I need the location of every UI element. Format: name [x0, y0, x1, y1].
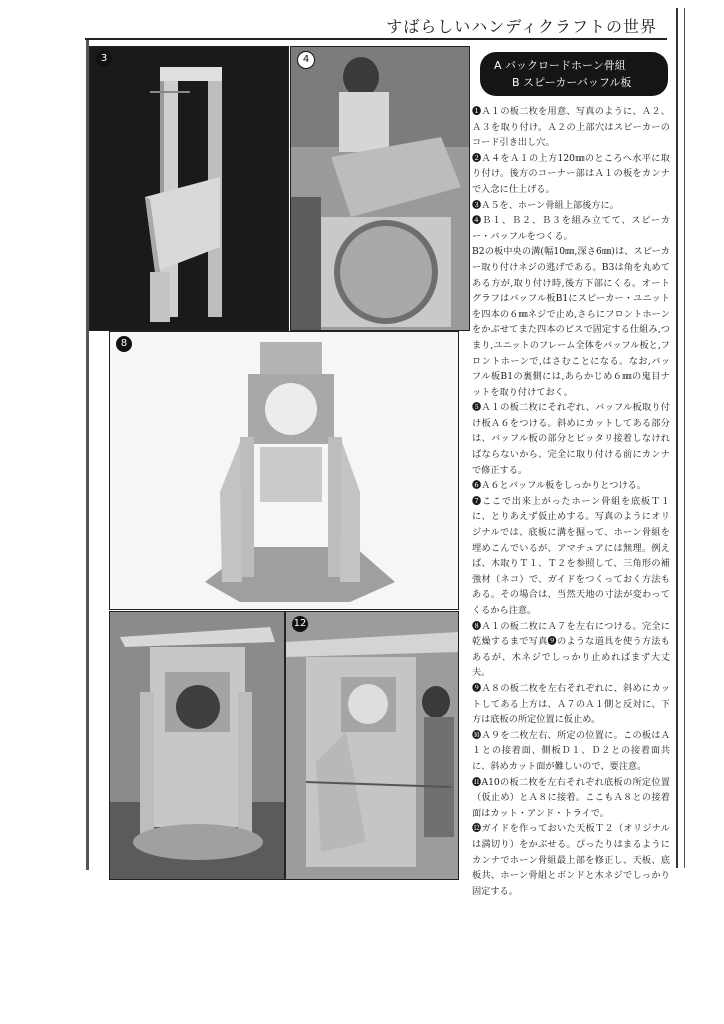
step-paragraph-10: ❿Ａ９を二枚左右、所定の位置に。この板はＡ１との接着面、側板Ｄ１、Ｄ２との接着面共に、斜めカット面が難しいので、要注意。: [472, 729, 670, 772]
step-paragraph-5: ❺Ａ１の板二枚にそれぞれ、バッフル板取り付け板Ａ６をつける。斜めにカットしてある部分は、バッフル板の部分とピッタリ接着しなければならないから、完全に取り付ける前にカンナで修正する。: [472, 402, 670, 476]
header-rule: [85, 38, 667, 40]
article-text-column: [472, 46, 670, 899]
step-paragraph-7: ❼ここで出来上がったホーン骨組を底板Ｔ１に、とりあえず仮止めする。写真のようにオリジナルでは、底板に溝を掘って、ホーン骨組を埋めこんでいるが、アマチュアには無理。例えば、木取りＴ１、Ｔ２を参照して、三角形の補強材（ネコ）で、ガイドをつくっておく方法もある。その場合は、当然天地の寸法が変わってくるから注意。: [472, 495, 670, 616]
photo-12-image: [286, 612, 458, 879]
photo-11-image: [110, 612, 284, 879]
magazine-page: [85, 8, 685, 897]
step-paragraph-12: ⓬ガイドを作っておいた天板Ｔ２（オリジナルは満切り）をかぶせる。ぴったりはまるようにカンナでホーン骨組最上部を修正し、天板、底板共、ホーン骨組とボンドと木ネジでしっかり固定する。: [472, 823, 670, 897]
photo-number-8: 8: [116, 336, 132, 352]
photo-number-4: 4: [297, 51, 315, 69]
step-paragraph-8: ❽Ａ１の板二枚にＡ７を左右につける。完全に乾燥するまで写真❾のような道具を使う方法もあるが、木ネジでしっかり止めればまず大丈夫。: [472, 620, 670, 679]
photo-8: [109, 331, 459, 610]
step-paragraph-6: ❻Ａ６とバッフル板をしっかりとつける。: [472, 480, 647, 492]
section-title-banner: [480, 52, 668, 96]
photo-4-image: [291, 47, 469, 330]
section-title-b: B スピーカーバッフル板: [512, 76, 632, 89]
step-paragraph-11: ⓫A10の板二枚を左右それぞれ底板の所定位置（仮止め）とＡ８に接着。ここもＡ８との接着面はカット・アンド・トライで。: [472, 776, 670, 819]
step-paragraph-1: ❶Ａ１の板二枚を用意、写真のように、Ａ２、Ａ３を取り付け。Ａ２の上部穴はスピーカーのコード引き出し穴。: [472, 106, 670, 149]
running-header: すばらしいハンディクラフトの世界: [386, 17, 657, 36]
photo-3-image: [90, 47, 288, 330]
photo-11: [109, 611, 285, 880]
step-paragraph-9: ❾Ａ８の板二枚を左右それぞれに、斜めにカットしてある上方は、Ａ７のＡ１側と反対に、下方は底板の所定位置に仮止め。: [472, 682, 670, 726]
photo-3: [89, 46, 289, 331]
photo-8-image: [110, 332, 458, 609]
photo-number-12: 12: [292, 616, 308, 632]
photo-12: [285, 611, 459, 880]
step-paragraph-3: ❸Ａ５を、ホーン骨組上部後方に。: [472, 199, 619, 211]
section-title-a: A バックロードホーン骨組: [494, 59, 626, 72]
page-edge-bar: [676, 8, 685, 868]
step-note-baffle: B2の板中央の溝(幅10㎜,深さ6㎜)は、スピーカー取り付けネジの逃げである。B3は角を丸めてある方が,取り付け時,後方下部にくる。オートグラフはバッフル板B1にスピーカー・ユニットを四本の６㎜ネジで止め,さらにフロントホーンをかぶせてまた四本のビスで固定する仕組み,つまり,ユニットのフレーム全体をバッフル板と,フロントホーンで,はさむことになる。なお,バッフル板B1の裏側には,あらかじめ６㎜の鬼目ナットを取り付けておく。: [472, 246, 670, 398]
step-paragraph-2: ❷Ａ４をＡ１の上方120㎜のところへ水平に取り付け。後方のコーナー部はＡ１の板をカンナで入念に仕上げる。: [472, 152, 670, 195]
photo-number-3: 3: [96, 51, 112, 67]
photo-4: [290, 46, 470, 331]
step-paragraph-4: ❹Ｂ１、Ｂ２、Ｂ３を組み立てて、スピーカー・バッフルをつくる。: [472, 215, 670, 242]
